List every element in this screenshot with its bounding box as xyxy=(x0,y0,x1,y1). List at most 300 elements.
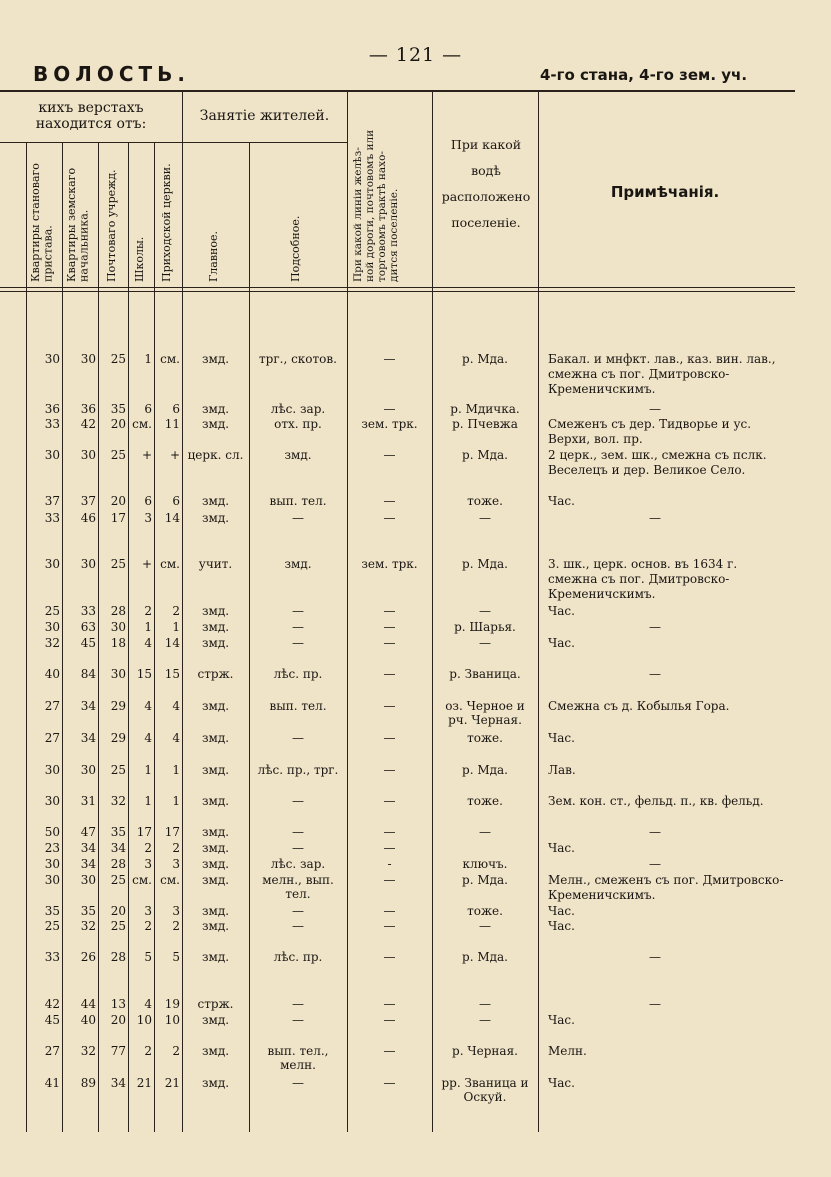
cell-a: 30 xyxy=(44,763,60,777)
cell-aux: — xyxy=(292,731,304,745)
cell-b: 44 xyxy=(80,997,96,1011)
cell-aux: отх. пр. xyxy=(274,417,322,431)
cell-main: стрж. xyxy=(197,667,234,681)
col-school-header: Школы. xyxy=(133,236,146,282)
cell-e: + xyxy=(169,448,180,462)
cell-aux: — xyxy=(292,511,304,525)
cell-aux: змд. xyxy=(284,557,312,571)
cell-main: учит. xyxy=(198,557,233,571)
cell-c: 20 xyxy=(110,1013,126,1027)
cell-d: + xyxy=(141,557,152,571)
cell-water: р. Мдичка. xyxy=(450,402,520,416)
cell-water: р. Мда. xyxy=(462,763,508,777)
cell-main: змд. xyxy=(201,402,230,416)
cell-water: р. Шарья. xyxy=(454,620,516,634)
cell-aux: — xyxy=(292,1013,304,1027)
table-row xyxy=(0,494,795,511)
cell-a: 30 xyxy=(44,794,60,808)
cell-water: тоже. xyxy=(467,904,503,918)
cell-a: 27 xyxy=(44,1044,60,1058)
cell-c: 25 xyxy=(110,352,126,366)
cell-c: 28 xyxy=(110,604,126,618)
group-divider xyxy=(182,142,347,143)
cell-road: — xyxy=(383,667,396,681)
table-row xyxy=(0,1044,795,1072)
cell-note: Лав. xyxy=(548,763,576,777)
cell-d: 21 xyxy=(136,1076,152,1090)
cell-main: змд. xyxy=(201,873,230,887)
table-row xyxy=(0,857,795,874)
cell-aux: — xyxy=(292,636,304,650)
cell-water: р. Мда. xyxy=(462,873,508,887)
cell-aux: лѣс. зар. xyxy=(270,857,326,871)
cell-d: 5 xyxy=(144,950,152,964)
table-row xyxy=(0,352,795,396)
cell-c: 25 xyxy=(110,448,126,462)
cell-a: 27 xyxy=(44,731,60,745)
cell-road: — xyxy=(383,448,396,462)
cell-d: 2 xyxy=(144,841,152,855)
cell-aux: — xyxy=(292,620,304,634)
cell-aux: — xyxy=(292,604,304,618)
table-row xyxy=(0,794,795,811)
cell-water: р. Мда. xyxy=(462,950,508,964)
cell-c: 30 xyxy=(110,620,126,634)
cell-a: 25 xyxy=(44,919,60,933)
cell-main: змд. xyxy=(201,1044,230,1058)
cell-note: — xyxy=(649,667,661,681)
cell-b: 45 xyxy=(80,636,96,650)
cell-a: 25 xyxy=(44,604,60,618)
cell-water: — xyxy=(479,1013,491,1027)
cell-water: тоже. xyxy=(467,494,503,508)
col-police-header: Квартиры становаго пристава. xyxy=(29,163,55,282)
col-aux-header: Подсобное. xyxy=(289,215,302,282)
cell-note: Час. xyxy=(548,1013,575,1027)
table-row xyxy=(0,763,795,780)
cell-road: — xyxy=(383,604,396,618)
cell-main: змд. xyxy=(201,604,230,618)
cell-b: 89 xyxy=(80,1076,96,1090)
cell-main: змд. xyxy=(201,919,230,933)
cell-d: 4 xyxy=(144,731,152,745)
cell-note: Час. xyxy=(548,1076,575,1090)
cell-main: змд. xyxy=(201,825,230,839)
cell-a: 23 xyxy=(44,841,60,855)
cell-water: — xyxy=(479,511,491,525)
cell-main: змд. xyxy=(201,620,230,634)
cell-road: — xyxy=(383,494,396,508)
cell-d: см. xyxy=(132,873,152,887)
table-row xyxy=(0,919,795,936)
cell-aux: — xyxy=(292,997,304,1011)
cell-d: 6 xyxy=(144,494,152,508)
cell-e: 17 xyxy=(164,825,180,839)
cell-c: 32 xyxy=(110,794,126,808)
cell-b: 30 xyxy=(80,557,96,571)
cell-main: змд. xyxy=(201,352,230,366)
cell-b: 32 xyxy=(80,1044,96,1058)
cell-note: — xyxy=(649,511,661,525)
cell-note: Бакал. и мнфкт. лав., каз. вин. лав., смежна съ пог. Дмитровско-Кременичскимъ. xyxy=(548,352,776,396)
cell-note: Час. xyxy=(548,636,575,650)
cell-e: см. xyxy=(160,352,180,366)
cell-main: стрж. xyxy=(197,997,234,1011)
cell-aux: вып. тел. xyxy=(269,699,327,713)
table-row xyxy=(0,873,795,902)
cell-water: тоже. xyxy=(467,794,503,808)
col-water-header: При какой водѣ расположено поселеніе. xyxy=(441,137,531,230)
cell-main: змд. xyxy=(201,794,230,808)
cell-water: — xyxy=(479,825,491,839)
cell-water: — xyxy=(479,604,491,618)
cell-main: змд. xyxy=(201,1013,230,1027)
cell-road: — xyxy=(383,763,396,777)
cell-c: 34 xyxy=(110,1076,126,1090)
distance-group-header: кихъ верстахъ находится отъ: xyxy=(35,100,147,133)
cell-e: 14 xyxy=(164,636,180,650)
cell-water: р. Пчевжа xyxy=(452,417,518,431)
cell-e: см. xyxy=(160,557,180,571)
cell-note: Час. xyxy=(548,494,575,508)
table-row xyxy=(0,841,795,858)
col-post-header: Почтоваго учрежд. xyxy=(105,169,118,282)
table-row xyxy=(0,511,795,528)
cell-d: 4 xyxy=(144,636,152,650)
cell-e: 2 xyxy=(172,841,180,855)
col-zemsky-header: Квартиры земскаго начальника. xyxy=(65,167,91,282)
cell-e: 10 xyxy=(164,1013,180,1027)
cell-d: см. xyxy=(132,417,152,431)
cell-road: — xyxy=(383,904,396,918)
cell-aux: — xyxy=(292,794,304,808)
cell-c: 34 xyxy=(110,841,126,855)
cell-d: 3 xyxy=(144,904,152,918)
cell-e: 2 xyxy=(172,1044,180,1058)
cell-water: оз. Черное и рч. Черная. xyxy=(445,699,525,727)
cell-main: змд. xyxy=(201,511,230,525)
cell-note: Мелн., смеженъ съ пог. Дмитровско-Кременичскимъ. xyxy=(548,873,784,902)
cell-a: 30 xyxy=(44,448,60,462)
cell-note: 3. шк., церк. основ. въ 1634 г. смежна съ пог. Дмитровско-Кременичскимъ. xyxy=(548,557,738,601)
col-notes-header: Примѣчанія. xyxy=(610,183,720,201)
cell-d: 1 xyxy=(144,763,152,777)
table-row xyxy=(0,604,795,621)
cell-e: 2 xyxy=(172,919,180,933)
table-row xyxy=(0,667,795,684)
header-bottom-rule xyxy=(0,287,795,288)
cell-c: 25 xyxy=(110,763,126,777)
cell-d: + xyxy=(141,448,152,462)
cell-a: 33 xyxy=(44,417,60,431)
cell-c: 29 xyxy=(110,731,126,745)
cell-b: 30 xyxy=(80,873,96,887)
cell-road: — xyxy=(383,841,396,855)
page-right-heading: 4-го стана, 4-го зем. уч. xyxy=(540,66,748,84)
cell-c: 25 xyxy=(110,557,126,571)
cell-c: 30 xyxy=(110,667,126,681)
col-main-header: Главное. xyxy=(207,231,220,282)
cell-water: рр. Званица и Оскуй. xyxy=(441,1076,529,1104)
cell-note: Смежна съ д. Кобылья Гора. xyxy=(548,699,730,713)
table-row xyxy=(0,417,795,446)
cell-d: 2 xyxy=(144,1044,152,1058)
cell-note: Час. xyxy=(548,904,575,918)
cell-road: — xyxy=(383,1044,396,1058)
cell-main: змд. xyxy=(201,857,230,871)
table-row xyxy=(0,636,795,653)
cell-e: см. xyxy=(160,873,180,887)
cell-road: — xyxy=(383,794,396,808)
cell-aux: — xyxy=(292,1076,304,1090)
cell-a: 40 xyxy=(44,667,60,681)
cell-c: 20 xyxy=(110,417,126,431)
cell-b: 31 xyxy=(80,794,96,808)
cell-main: змд. xyxy=(201,417,230,431)
cell-a: 42 xyxy=(44,997,60,1011)
table-row xyxy=(0,620,795,637)
cell-b: 63 xyxy=(80,620,96,634)
cell-e: 6 xyxy=(172,402,180,416)
table-row xyxy=(0,1013,795,1030)
cell-a: 30 xyxy=(44,873,60,887)
cell-b: 30 xyxy=(80,763,96,777)
cell-e: 4 xyxy=(172,731,180,745)
cell-a: 41 xyxy=(44,1076,60,1090)
cell-b: 34 xyxy=(80,857,96,871)
occupation-group-header: Занятіе жителей. xyxy=(199,108,330,124)
cell-c: 18 xyxy=(110,636,126,650)
cell-c: 13 xyxy=(110,997,126,1011)
cell-road: зем. трк. xyxy=(361,557,418,571)
cell-a: 32 xyxy=(44,636,60,650)
cell-a: 30 xyxy=(44,620,60,634)
cell-main: змд. xyxy=(201,731,230,745)
table-row xyxy=(0,731,795,748)
cell-e: 15 xyxy=(164,667,180,681)
cell-b: 35 xyxy=(80,904,96,918)
cell-a: 27 xyxy=(44,699,60,713)
cell-b: 84 xyxy=(80,667,96,681)
cell-road: — xyxy=(383,620,396,634)
cell-water: тоже. xyxy=(467,731,503,745)
cell-aux: лѣс. зар. xyxy=(270,402,326,416)
cell-c: 28 xyxy=(110,857,126,871)
cell-road: зем. трк. xyxy=(361,417,418,431)
cell-e: 1 xyxy=(172,620,180,634)
cell-main: змд. xyxy=(201,699,230,713)
cell-b: 30 xyxy=(80,352,96,366)
cell-water: — xyxy=(479,919,491,933)
cell-e: 21 xyxy=(164,1076,180,1090)
cell-note: 2 церк., зем. шк., смежна съ пслк. Веселецъ и дер. Великое Село. xyxy=(548,448,767,477)
cell-b: 30 xyxy=(80,448,96,462)
cell-d: 3 xyxy=(144,857,152,871)
cell-d: 1 xyxy=(144,794,152,808)
cell-c: 25 xyxy=(110,873,126,887)
cell-a: 33 xyxy=(44,511,60,525)
cell-road: — xyxy=(383,825,396,839)
cell-road: — xyxy=(383,1013,396,1027)
cell-d: 1 xyxy=(144,620,152,634)
cell-b: 47 xyxy=(80,825,96,839)
table-row xyxy=(0,557,795,601)
cell-road: — xyxy=(383,731,396,745)
cell-d: 3 xyxy=(144,511,152,525)
cell-note: Зем. кон. ст., фельд. п., кв. фельд. xyxy=(548,794,764,808)
cell-e: 1 xyxy=(172,794,180,808)
cell-b: 32 xyxy=(80,919,96,933)
cell-road: — xyxy=(383,1076,396,1090)
cell-road: — xyxy=(383,699,396,713)
cell-aux: лѣс. пр. xyxy=(273,950,323,964)
cell-aux: мелн., вып. тел. xyxy=(262,873,334,901)
cell-b: 34 xyxy=(80,841,96,855)
header-bottom-rule-2 xyxy=(0,291,795,292)
cell-water: р. Званица. xyxy=(449,667,521,681)
cell-c: 20 xyxy=(110,904,126,918)
cell-d: 4 xyxy=(144,997,152,1011)
cell-d: 10 xyxy=(136,1013,152,1027)
cell-note: — xyxy=(649,825,661,839)
cell-a: 30 xyxy=(44,557,60,571)
cell-road: — xyxy=(383,873,396,887)
cell-water: — xyxy=(479,636,491,650)
cell-road: — xyxy=(383,352,396,366)
cell-aux: вып. тел., мелн. xyxy=(267,1044,329,1072)
cell-c: 25 xyxy=(110,919,126,933)
cell-aux: вып. тел. xyxy=(269,494,327,508)
cell-note: Час. xyxy=(548,919,575,933)
cell-e: 3 xyxy=(172,904,180,918)
cell-e: 19 xyxy=(164,997,180,1011)
cell-b: 42 xyxy=(80,417,96,431)
cell-aux: змд. xyxy=(284,448,312,462)
cell-d: 4 xyxy=(144,699,152,713)
cell-b: 34 xyxy=(80,699,96,713)
cell-water: р. Мда. xyxy=(462,448,508,462)
cell-road: — xyxy=(383,919,396,933)
page-left-heading: ВОЛОСТЬ. xyxy=(33,62,191,86)
group-divider xyxy=(0,142,182,143)
cell-e: 2 xyxy=(172,604,180,618)
cell-aux: — xyxy=(292,904,304,918)
cell-main: змд. xyxy=(201,841,230,855)
cell-d: 1 xyxy=(144,352,152,366)
cell-e: 3 xyxy=(172,857,180,871)
cell-b: 37 xyxy=(80,494,96,508)
cell-a: 30 xyxy=(44,857,60,871)
table-row xyxy=(0,1076,795,1104)
table-row xyxy=(0,997,795,1014)
cell-main: змд. xyxy=(201,763,230,777)
cell-road: — xyxy=(383,636,396,650)
cell-water: р. Черная. xyxy=(452,1044,518,1058)
cell-aux: лѣс. пр. xyxy=(273,667,323,681)
cell-e: 1 xyxy=(172,763,180,777)
cell-c: 29 xyxy=(110,699,126,713)
table-row xyxy=(0,699,795,727)
cell-note: — xyxy=(649,620,661,634)
cell-note: — xyxy=(649,950,661,964)
cell-note: Смеженъ съ дер. Тидворье и ус. Верхи, вол. пр. xyxy=(548,417,752,446)
cell-b: 33 xyxy=(80,604,96,618)
cell-c: 35 xyxy=(110,402,126,416)
cell-main: змд. xyxy=(201,1076,230,1090)
cell-water: р. Мда. xyxy=(462,557,508,571)
cell-main: змд. xyxy=(201,904,230,918)
cell-c: 77 xyxy=(110,1044,126,1058)
cell-aux: трг., скотов. xyxy=(259,352,337,366)
cell-aux: — xyxy=(292,919,304,933)
cell-note: — xyxy=(649,402,661,416)
cell-e: 14 xyxy=(164,511,180,525)
cell-e: 6 xyxy=(172,494,180,508)
cell-d: 15 xyxy=(136,667,152,681)
cell-aux: лѣс. пр., трг. xyxy=(257,763,339,777)
cell-d: 2 xyxy=(144,604,152,618)
cell-main: змд. xyxy=(201,950,230,964)
cell-e: 4 xyxy=(172,699,180,713)
page-number: — 121 — xyxy=(368,44,463,66)
table-row xyxy=(0,950,795,967)
cell-c: 35 xyxy=(110,825,126,839)
cell-main: змд. xyxy=(201,494,230,508)
cell-note: — xyxy=(649,857,661,871)
cell-c: 17 xyxy=(110,511,126,525)
cell-main: змд. xyxy=(201,636,230,650)
cell-main: церк. сл. xyxy=(187,448,244,462)
cell-water: р. Мда. xyxy=(462,352,508,366)
cell-road: — xyxy=(383,511,396,525)
cell-a: 45 xyxy=(44,1013,60,1027)
cell-a: 50 xyxy=(44,825,60,839)
cell-water: ключъ. xyxy=(462,857,508,871)
cell-d: 2 xyxy=(144,919,152,933)
cell-a: 35 xyxy=(44,904,60,918)
cell-road: — xyxy=(383,402,396,416)
table-row xyxy=(0,448,795,477)
cell-aux: — xyxy=(292,841,304,855)
cell-a: 36 xyxy=(44,402,60,416)
cell-note: Час. xyxy=(548,731,575,745)
cell-water: — xyxy=(479,997,491,1011)
top-rule xyxy=(0,90,795,92)
cell-road: — xyxy=(383,950,396,964)
cell-a: 37 xyxy=(44,494,60,508)
col-road-header: При какой линіи желѣз- ной дороги, почтовомъ или торговомъ трактѣ нахо- дится поселеніе. xyxy=(352,129,401,282)
cell-b: 46 xyxy=(80,511,96,525)
cell-road: - xyxy=(387,857,392,871)
cell-aux: — xyxy=(292,825,304,839)
table-row xyxy=(0,825,795,842)
cell-b: 40 xyxy=(80,1013,96,1027)
cell-c: 28 xyxy=(110,950,126,964)
cell-d: 6 xyxy=(144,402,152,416)
cell-b: 34 xyxy=(80,731,96,745)
cell-road: — xyxy=(383,997,396,1011)
cell-e: 11 xyxy=(164,417,180,431)
cell-a: 30 xyxy=(44,352,60,366)
col-church-header: Приходской церкви. xyxy=(160,163,173,282)
cell-a: 33 xyxy=(44,950,60,964)
cell-e: 5 xyxy=(172,950,180,964)
cell-note: Час. xyxy=(548,841,575,855)
cell-d: 17 xyxy=(136,825,152,839)
cell-note: Час. xyxy=(548,604,575,618)
cell-b: 36 xyxy=(80,402,96,416)
cell-note: — xyxy=(649,997,661,1011)
